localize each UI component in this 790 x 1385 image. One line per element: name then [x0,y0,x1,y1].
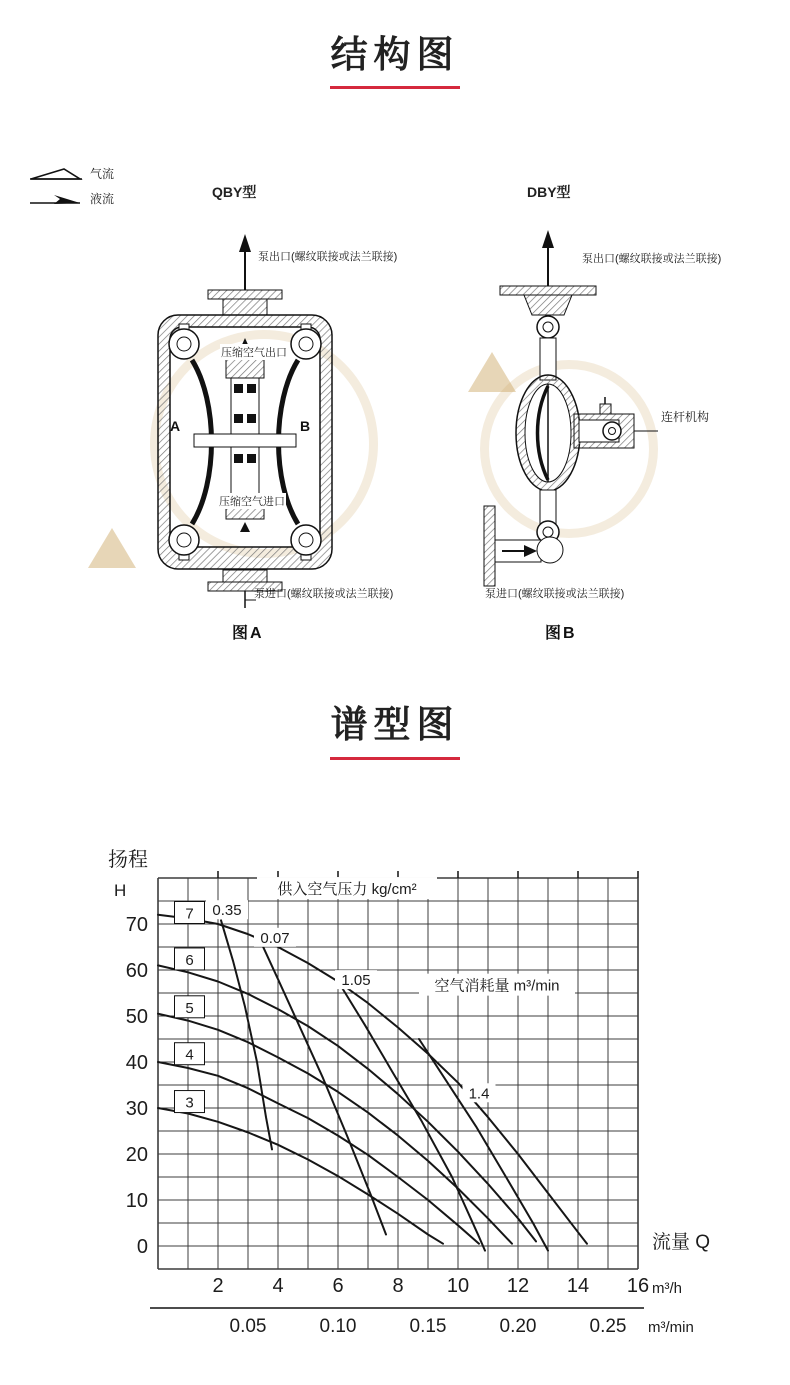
legend-liquid-flow [28,190,114,207]
svg-text:10: 10 [446,1275,470,1297]
dby-rod-label: 连杆机构 [661,410,710,424]
svg-text:8: 8 [392,1275,404,1297]
svg-text:4: 4 [185,1046,194,1064]
svg-text:1.4: 1.4 [468,1085,490,1103]
svg-text:0.10: 0.10 [319,1316,357,1337]
svg-text:6: 6 [332,1275,344,1297]
air-flow-arrow-icon [28,166,84,182]
svg-text:m³/min: m³/min [648,1319,694,1336]
svg-text:7: 7 [185,905,194,923]
qby-pump-diagram [122,232,402,642]
liquid-flow-arrow-icon [28,191,84,207]
legend-liquid-flow-label: 液流 [90,192,115,206]
structure-title-underline [330,86,460,89]
up-arrow-icon [239,234,251,252]
svg-text:6: 6 [185,951,194,969]
svg-text:60: 60 [125,960,148,982]
up-arrow-icon [542,230,554,248]
svg-text:20: 20 [125,1144,148,1166]
svg-text:0.15: 0.15 [409,1316,447,1337]
dby-outlet-label: 泵出口(螺纹联接或法兰联接) [582,253,722,265]
qby-type-label: QBY型 [212,184,257,200]
dby-pump-diagram [462,228,752,638]
svg-text:50: 50 [125,1006,148,1028]
svg-text:扬程: 扬程 [108,849,148,871]
performance-chart [96,836,790,1351]
svg-text:0.25: 0.25 [589,1316,627,1337]
svg-text:供入空气压力 kg/cm²: 供入空气压力 kg/cm² [277,881,417,899]
svg-text:2: 2 [212,1275,224,1297]
svg-text:30: 30 [125,1098,148,1120]
svg-text:70: 70 [125,914,148,936]
legend-air-flow [28,165,114,182]
qby-chamber-b-label: B [300,418,311,434]
svg-text:空气消耗量 m³/min: 空气消耗量 m³/min [434,977,560,995]
dby-type-label: DBY型 [527,184,571,200]
svg-text:0.05: 0.05 [229,1316,267,1337]
qby-inlet-label: 泵进口(螺纹联接或法兰联接) [254,588,394,600]
svg-text:16: 16 [626,1275,650,1297]
svg-text:4: 4 [272,1275,284,1297]
svg-text:0: 0 [136,1236,148,1258]
svg-text:3: 3 [185,1094,194,1112]
svg-text:0.35: 0.35 [212,902,242,920]
performance-section-title: 谱型图 [330,704,460,745]
svg-text:0.20: 0.20 [499,1316,537,1337]
svg-text:40: 40 [125,1052,148,1074]
svg-text:流量 Q: 流量 Q [652,1232,711,1253]
svg-text:H: H [114,881,127,900]
qby-outlet-label: 泵出口(螺纹联接或法兰联接) [258,251,398,263]
dby-inlet-label: 泵进口(螺纹联接或法兰联接) [485,588,625,600]
qby-air-inlet-label: 压缩空气进口 [218,493,286,509]
structure-section-title: 结构图 [330,34,460,75]
svg-text:10: 10 [125,1190,148,1212]
svg-text:14: 14 [566,1275,590,1297]
svg-text:1.05: 1.05 [341,972,371,990]
qby-air-outlet-label: 压缩空气出口 [220,344,288,360]
figure-a-caption: 图A [232,625,264,642]
figure-b-caption: 图B [545,625,577,642]
legend-air-flow-label: 气流 [90,167,115,181]
performance-title-underline [330,757,460,760]
svg-text:0.07: 0.07 [260,929,290,947]
qby-chamber-a-label: A [170,418,181,434]
svg-text:5: 5 [185,999,194,1017]
svg-text:12: 12 [506,1275,530,1297]
svg-text:m³/h: m³/h [652,1280,682,1297]
